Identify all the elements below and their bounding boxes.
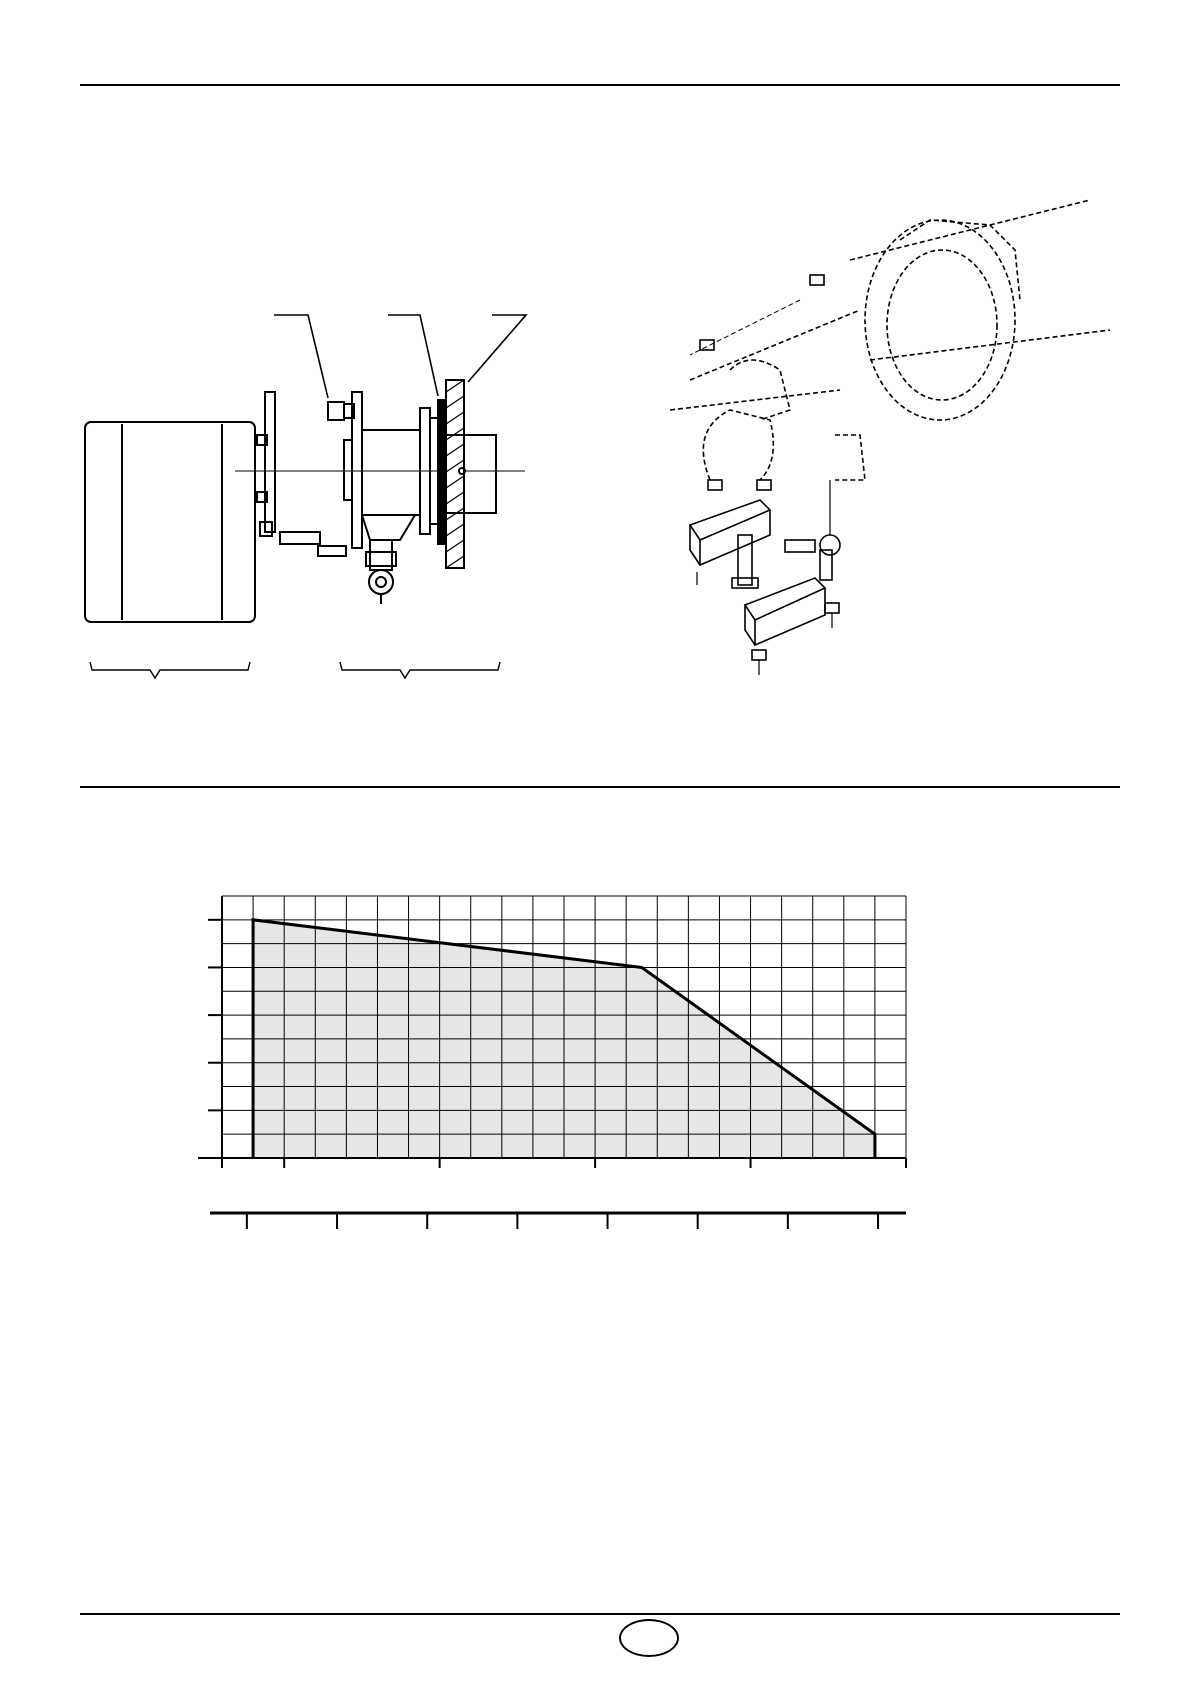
front-flange <box>730 360 790 420</box>
nut-bottom <box>752 650 766 660</box>
tube-shell <box>670 200 1110 410</box>
top-rule <box>80 84 1120 86</box>
burner-body <box>85 422 255 622</box>
mounting-stud <box>328 402 344 420</box>
secondary-axis-ticks <box>247 1213 878 1229</box>
burner-mounting-diagram <box>70 300 570 720</box>
gas-inlet-fitting <box>369 570 393 594</box>
x-axis-ticks <box>222 1158 906 1168</box>
brace-burner <box>90 662 250 678</box>
bottom-rule <box>80 1613 1120 1615</box>
nut-side <box>825 603 839 613</box>
bolt-top <box>810 275 824 285</box>
nut-right <box>757 480 771 490</box>
blast-tube <box>362 430 420 515</box>
middle-rule <box>80 786 1120 788</box>
burner-flange <box>265 392 275 532</box>
callout-leader-3 <box>468 315 526 382</box>
support-bar-upper <box>690 500 770 565</box>
callout-leader-2 <box>388 315 438 396</box>
clamp-screw <box>785 540 815 552</box>
callout-leader-1 <box>274 315 328 398</box>
support-bracket-isometric <box>670 180 1130 720</box>
firing-range-chart <box>190 880 910 1240</box>
page-number-badge <box>619 1619 679 1657</box>
nut-left <box>708 480 722 490</box>
y-axis-ticks <box>208 920 222 1158</box>
brace-head <box>340 662 500 678</box>
